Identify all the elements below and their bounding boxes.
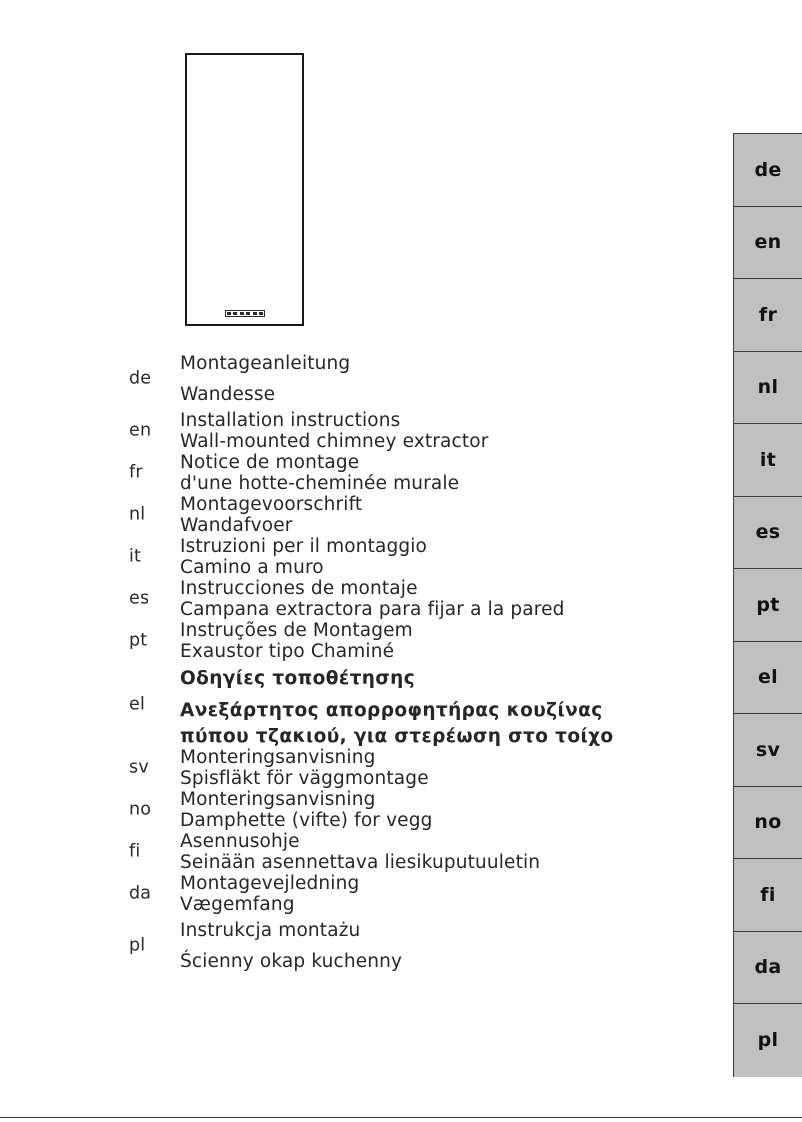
tab-pl[interactable]: pl [734, 1004, 802, 1077]
tab-fi[interactable]: fi [734, 859, 802, 932]
language-code-en: en [129, 420, 152, 441]
language-subtitle-sv: Spisfläkt för väggmontage [180, 768, 429, 789]
language-title-fi: Asennusohje [180, 831, 300, 852]
language-entry-fr [0, 452, 700, 494]
language-entry-fi [0, 831, 700, 873]
control-button-icon [259, 312, 263, 315]
language-subtitle-en: Wall-mounted chimney extractor [180, 431, 489, 452]
language-entry-el [0, 662, 700, 747]
language-code-el: el [129, 693, 146, 714]
language-subtitle-it: Camino a muro [180, 557, 324, 578]
language-text-block [180, 873, 359, 915]
control-button-icon [246, 312, 250, 315]
language-text-block [180, 536, 427, 578]
tab-nl[interactable]: nl [734, 352, 802, 425]
tab-pt[interactable]: pt [734, 569, 802, 642]
language-subtitle-nl: Wandafvoer [180, 515, 293, 536]
language-entry-pt [0, 620, 700, 662]
control-button-icon [253, 312, 257, 315]
language-subtitle-el: Ανεξάρτητος απορροφητήρας κουζίνας [180, 700, 603, 721]
language-entry-it [0, 536, 700, 578]
language-entry-nl [0, 494, 700, 536]
tab-el[interactable]: el [734, 642, 802, 715]
tab-fr[interactable]: fr [734, 279, 802, 352]
language-text-block [180, 578, 565, 620]
hood-control-panel [225, 310, 265, 317]
language-text-block [180, 747, 429, 789]
language-title-da: Montagevejledning [180, 873, 360, 894]
language-text-block [180, 662, 614, 747]
language-text-block [180, 789, 433, 831]
language-title-no: Monteringsanvisning [180, 789, 376, 810]
language-code-de: de [129, 368, 152, 389]
language-entry-no [0, 789, 700, 831]
language-title-fr: Notice de montage [180, 452, 360, 473]
tab-no[interactable]: no [734, 787, 802, 860]
language-code-fi: fi [129, 841, 141, 862]
language-text-block [180, 410, 489, 452]
language-code-fr: fr [129, 462, 143, 483]
tab-it[interactable]: it [734, 424, 802, 497]
language-code-da: da [129, 883, 152, 904]
language-subtitle2-el: πύπου τζακιού, για στερέωση στο τοίχο [180, 726, 614, 747]
language-code-pt: pt [129, 630, 148, 651]
language-text-block [180, 452, 459, 494]
language-title-sv: Monteringsanvisning [180, 747, 376, 768]
language-code-nl: nl [129, 504, 146, 525]
language-text-block [180, 620, 413, 662]
language-code-no: no [129, 799, 152, 820]
product-illustration-chimney-hood [185, 53, 304, 326]
tab-sv[interactable]: sv [734, 714, 802, 787]
tab-es[interactable]: es [734, 497, 802, 570]
language-title-nl: Montagevoorschrift [180, 494, 363, 515]
language-title-de: Montageanleitung [180, 353, 351, 374]
tab-de[interactable]: de [734, 134, 802, 207]
language-text-block [180, 915, 402, 977]
language-subtitle-fi: Seinään asennettava liesikuputuuletin [180, 852, 541, 873]
language-entry-es [0, 578, 700, 620]
language-title-list [0, 348, 700, 977]
language-title-pl: Instrukcja montażu [180, 920, 361, 941]
tab-da[interactable]: da [734, 932, 802, 1005]
language-subtitle-de: Wandesse [180, 384, 276, 405]
language-title-pt: Instruções de Montagem [180, 620, 413, 641]
language-entry-pl [0, 915, 700, 977]
control-button-icon [227, 312, 231, 315]
language-text-block [180, 831, 540, 873]
language-subtitle-pl: Ścienny okap kuchenny [180, 951, 403, 972]
language-code-sv: sv [129, 757, 149, 778]
language-entry-de [0, 348, 700, 410]
language-subtitle-pt: Exaustor tipo Chaminé [180, 641, 395, 662]
footer-divider [0, 1117, 802, 1118]
language-title-it: Istruzioni per il montaggio [180, 536, 428, 557]
language-entry-sv [0, 747, 700, 789]
language-code-pl: pl [129, 935, 146, 956]
language-entry-en [0, 410, 700, 452]
control-button-icon [240, 312, 244, 315]
language-subtitle-da: Vægemfang [180, 894, 295, 915]
language-code-es: es [129, 588, 150, 609]
language-title-el: Οδηγίες τοποθέτησης [180, 668, 416, 689]
language-entry-da [0, 873, 700, 915]
tab-en[interactable]: en [734, 207, 802, 280]
language-text-block [180, 348, 350, 410]
language-text-block [180, 494, 362, 536]
language-tab-strip [733, 133, 802, 1077]
language-title-en: Installation instructions [180, 410, 401, 431]
language-subtitle-es: Campana extractora para fijar a la pared [180, 599, 565, 620]
language-code-it: it [129, 546, 142, 567]
control-button-icon [233, 312, 237, 315]
language-subtitle-no: Damphette (vifte) for vegg [180, 810, 433, 831]
language-subtitle-fr: d'une hotte-cheminée murale [180, 473, 460, 494]
language-title-es: Instrucciones de montaje [180, 578, 418, 599]
